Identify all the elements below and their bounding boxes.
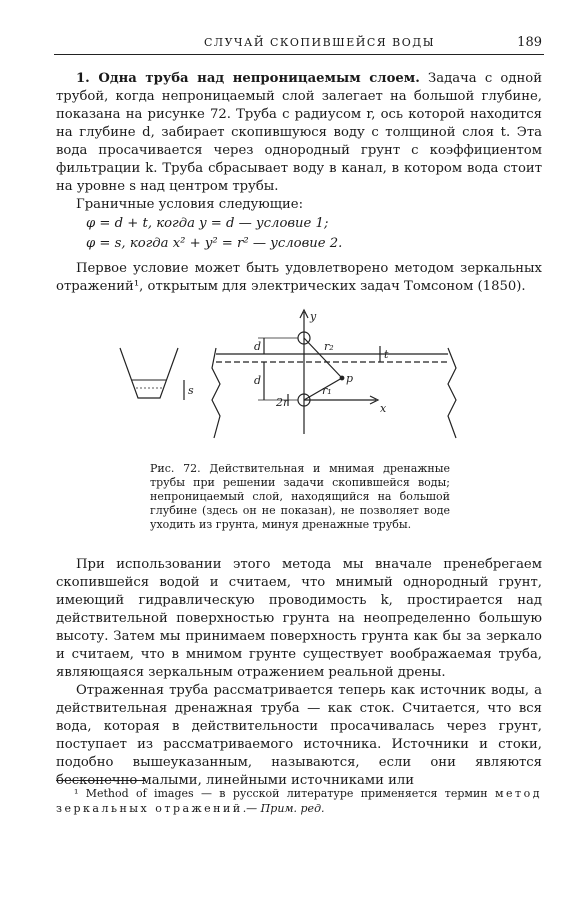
boundary-intro: Граничные условия следующие: — [76, 197, 304, 212]
mirror-method-text: Первое условие может быть удовлетворено методом зеркальных отражений¹, открытым для электрических задач Томсоном (1850). — [56, 261, 542, 294]
radius-r2 — [304, 338, 342, 378]
section-1-text: Задача с одной трубой, когда непроницаемый слой залегает на большой глубине, показана на рисунке 72. Труба с радиусом r, ось которой находится на глубине d, забирает скопившуюся воду с толщиной слоя t. Эта вода просачивается через однородный грунт с коэффициентом фильтрации k. Труба сбрасывает воду в канал, в котором вода стоит на уровне s над центром трубы. — [56, 71, 543, 194]
section-1 — [56, 70, 542, 296]
label-t: t — [384, 348, 389, 361]
page-header — [54, 30, 544, 55]
footnote-rule — [56, 780, 146, 781]
label-r1: r₁ — [322, 384, 332, 397]
label-x: x — [380, 402, 387, 415]
section-1-paragraph — [56, 70, 542, 196]
footnote-text-b: .— Прим. ред. — [242, 802, 325, 815]
condition-2: φ = s, когда x² + y² = r² — условие 2. — [86, 236, 343, 251]
soil-right-edge — [448, 348, 456, 438]
label-s: s — [188, 384, 194, 397]
method-paragraph: При использовании этого метода мы вначале пренебрегаем скопившейся водой и считаем, что мнимый однородный грунт, имеющий гидравлическую проводимость k, простирается над действительной поверхностью грунта на неопределенно большую высоту. Затем мы принимаем поверхность грунта как бы за зеркало и считаем, что в мнимом грунте существует воображаемая труба, являющаяся зеркальным отражением реальной дрены. — [56, 557, 542, 680]
figure-caption: Рис. 72. Действительная и мнимая дренажные трубы при решении задачи скопившейся воды; непроницаемый слой, находящийся на большой глубине (здесь он не показан), не позволяет воде уходить из грунта, минуя дренажные трубы. — [150, 462, 450, 531]
label-r2: r₂ — [324, 340, 334, 353]
section-heading: 1. Одна труба над непроницаемым слоем. — [76, 71, 420, 86]
running-head: СЛУЧАЙ СКОПИВШЕЙСЯ ВОДЫ — [204, 36, 436, 49]
footnote-text-a: ¹ Method of images — в русской литературе применяется термин — [74, 787, 495, 800]
label-y: y — [310, 310, 317, 323]
source-sink-paragraph: Отраженная труба рассматривается теперь как источник воды, а действительная дренажная труба — как сток. Считается, что вся вода, которая в действительности просачивалась через грунт, поступает из рассматриваемого источника. Источники и стоки, подобно вышеуказанным, называются, если они являются бесконечно малыми, линейными источниками или — [56, 683, 542, 788]
label-d-top: d — [254, 340, 262, 353]
figure-72-diagram — [118, 308, 478, 458]
label-d-bottom: d — [254, 374, 262, 387]
label-2r: 2r — [276, 396, 289, 409]
section-2 — [56, 556, 542, 790]
footnote-term: метод зеркальных отражений — [56, 787, 542, 815]
page-number: 189 — [517, 35, 542, 50]
condition-1: φ = d + t, когда y = d — условие 1; — [86, 216, 329, 231]
label-p: p — [346, 372, 354, 385]
footnote — [56, 786, 542, 816]
canal-outline — [120, 348, 178, 398]
